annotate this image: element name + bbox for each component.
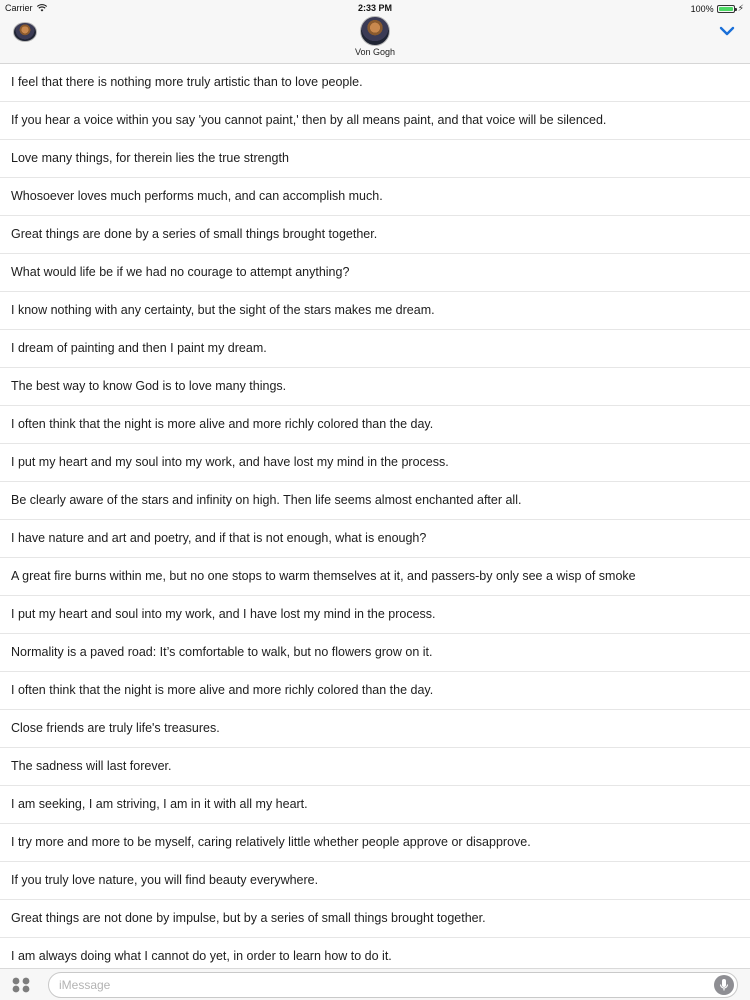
quote-row[interactable]: If you hear a voice within you say 'you cannot paint,' then by all means paint, and that voice will be silenced.: [0, 102, 750, 140]
quote-row[interactable]: I put my heart and my soul into my work, and have lost my mind in the process.: [0, 444, 750, 482]
chevron-down-icon[interactable]: [718, 24, 736, 38]
microphone-icon: [719, 978, 729, 992]
quote-row[interactable]: I am always doing what I cannot do yet, in order to learn how to do it.: [0, 938, 750, 970]
contact-info[interactable]: [0, 16, 750, 57]
quote-row[interactable]: Great things are not done by impulse, but by a series of small things brought together.: [0, 900, 750, 938]
quote-row[interactable]: I try more and more to be myself, caring relatively little whether people approve or disapprove.: [0, 824, 750, 862]
quote-row[interactable]: I know nothing with any certainty, but the sight of the stars makes me dream.: [0, 292, 750, 330]
quote-row[interactable]: Love many things, for therein lies the true strength: [0, 140, 750, 178]
imessage-input[interactable]: [48, 972, 738, 998]
quote-row[interactable]: If you truly love nature, you will find beauty everywhere.: [0, 862, 750, 900]
quote-row[interactable]: I feel that there is nothing more truly artistic than to love people.: [0, 64, 750, 102]
quote-row[interactable]: The sadness will last forever.: [0, 748, 750, 786]
quote-row[interactable]: A great fire burns within me, but no one stops to warm themselves at it, and passers-by only see a wisp of smoke: [0, 558, 750, 596]
quote-row[interactable]: The best way to know God is to love many things.: [0, 368, 750, 406]
quote-row[interactable]: Be clearly aware of the stars and infinity on high. Then life seems almost enchanted after all.: [0, 482, 750, 520]
charging-bolt-icon: ⚡: [737, 3, 744, 13]
battery-status: [691, 3, 744, 14]
conversation-header: [0, 16, 750, 64]
quote-row[interactable]: Whosoever loves much performs much, and can accomplish much.: [0, 178, 750, 216]
status-time: 2:33 PM: [357, 3, 392, 13]
quote-row[interactable]: I dream of painting and then I paint my dream.: [0, 330, 750, 368]
battery-fill: [719, 7, 733, 11]
quote-row[interactable]: I often think that the night is more alive and more richly colored than the day.: [0, 672, 750, 710]
quote-row[interactable]: I am seeking, I am striving, I am in it with all my heart.: [0, 786, 750, 824]
status-bar: [0, 0, 750, 16]
contact-avatar[interactable]: [360, 16, 390, 46]
quote-row[interactable]: Close friends are truly life's treasures.: [0, 710, 750, 748]
quote-row[interactable]: What would life be if we had no courage to attempt anything?: [0, 254, 750, 292]
quote-row[interactable]: Normality is a paved road: It’s comfortable to walk, but no flowers grow on it.: [0, 634, 750, 672]
quote-row[interactable]: I put my heart and soul into my work, and I have lost my mind in the process.: [0, 596, 750, 634]
microphone-button[interactable]: [714, 975, 734, 995]
battery-percent: 100%: [690, 3, 714, 14]
apps-grid-icon[interactable]: [11, 977, 31, 993]
carrier-label: Carrier: [5, 3, 33, 13]
quote-row[interactable]: I have nature and art and poetry, and if that is not enough, what is enough?: [0, 520, 750, 558]
quote-row[interactable]: I often think that the night is more alive and more richly colored than the day.: [0, 406, 750, 444]
quote-list[interactable]: [0, 64, 750, 970]
compose-bar: [0, 968, 750, 1000]
contact-name: Von Gogh: [354, 47, 396, 57]
battery-icon: [717, 5, 735, 13]
quote-row[interactable]: Great things are done by a series of small things brought together.: [0, 216, 750, 254]
